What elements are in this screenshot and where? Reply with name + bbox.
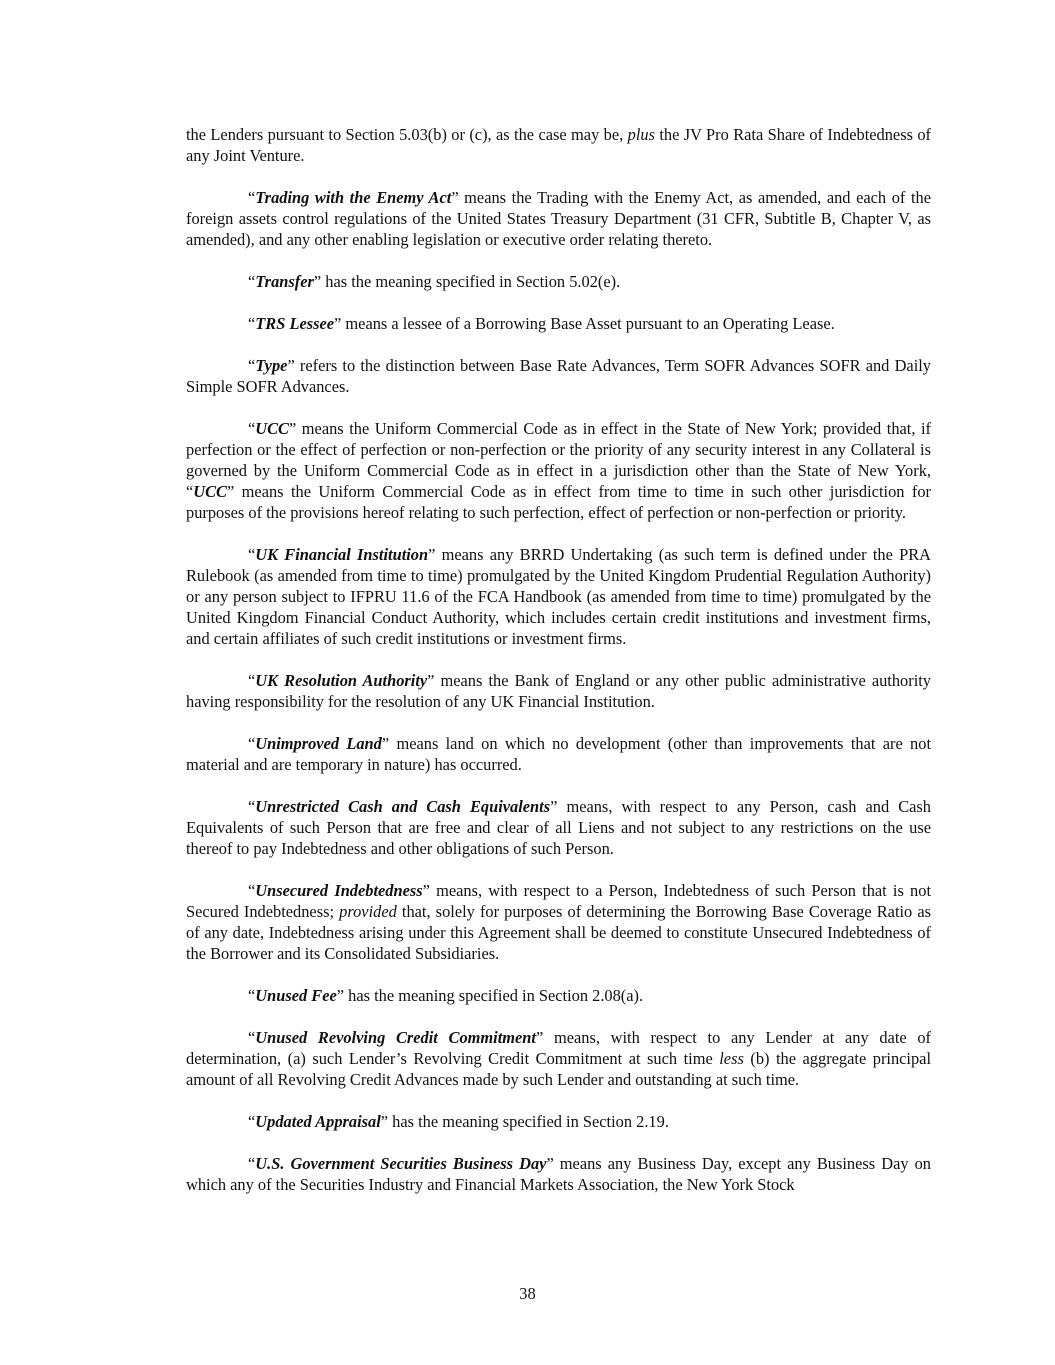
- definition-paragraph: [186, 1153, 931, 1195]
- definition-paragraph: [186, 1027, 931, 1090]
- defined-term: UK Financial Institution: [255, 545, 429, 564]
- definition-paragraph: [186, 124, 931, 166]
- defined-term: Unused Revolving Credit Commitment: [255, 1028, 536, 1047]
- paragraph-text: “: [248, 356, 256, 375]
- defined-term: Transfer: [255, 272, 314, 291]
- defined-term: TRS Lessee: [255, 314, 335, 333]
- paragraph-text: the JV Pro Rata Share of Indebtedness of any Joint Venture.: [186, 125, 931, 165]
- defined-term: UCC: [255, 419, 289, 438]
- document-body: [186, 124, 931, 1216]
- definition-paragraph: [186, 313, 931, 334]
- paragraph-text: ” means the Uniform Commercial Code as in effect from time to time in such other jurisdiction for purposes of the provisions hereof relating to such perfection, effect of perfection or non-perfection or priority.: [186, 482, 931, 522]
- page-number: 38: [519, 1284, 536, 1303]
- defined-term: UCC: [193, 482, 227, 501]
- paragraph-text: ” has the meaning specified in Section 2.19.: [380, 1112, 669, 1131]
- defined-term: Type: [255, 356, 288, 375]
- definition-paragraph: [186, 271, 931, 292]
- definition-paragraph: [186, 670, 931, 712]
- defined-term: Trading with the Enemy Act: [255, 188, 452, 207]
- paragraph-text: ” has the meaning specified in Section 2.08(a).: [336, 986, 644, 1005]
- definition-paragraph: [186, 796, 931, 859]
- definition-paragraph: [186, 187, 931, 250]
- definition-paragraph: [186, 544, 931, 649]
- defined-term: Unsecured Indebtedness: [255, 881, 423, 900]
- paragraph-text: “: [248, 314, 256, 333]
- paragraph-text: that, solely for purposes of determining the Borrowing Base Coverage Ratio as of any date, Indebtedness arising under this Agreement shall be deemed to constitute Unsecured Indebtedness of the Borrower and its Consolidated Subsidiaries.: [186, 902, 932, 963]
- paragraph-text: “: [248, 671, 256, 690]
- paragraph-text: ” means land on which no development (other than improvements that are not material and are temporary in nature) has occurred.: [186, 734, 931, 774]
- paragraph-text: “: [248, 1028, 256, 1047]
- paragraph-text: ” means the Uniform Commercial Code as in effect in the State of New York; provided that, if perfection or the effect of perfection or non-perfection or the priority of any security interest in any Collateral is governed by the Uniform Commercial Code as in effect in a jurisdiction other than the State of New York, “: [186, 419, 931, 501]
- paragraph-text: ” means the Bank of England or any other public administrative authority having responsibility for the resolution of any UK Financial Institution.: [186, 671, 931, 711]
- definition-paragraph: [186, 733, 931, 775]
- paragraph-text: “: [248, 986, 256, 1005]
- paragraph-text: ” has the meaning specified in Section 5.02(e).: [313, 272, 621, 291]
- definition-paragraph: [186, 985, 931, 1006]
- defined-term: Unrestricted Cash and Cash Equivalents: [255, 797, 551, 816]
- paragraph-text: ” means any Business Day, except any Business Day on which any of the Securities Industry and Financial Markets Association, the New York Stock: [186, 1154, 932, 1194]
- paragraph-text: ” means the Trading with the Enemy Act, as amended, and each of the foreign assets control regulations of the United States Treasury Department (31 CFR, Subtitle B, Chapter V, as amended), and any other enabling legislation or executive order relating thereto.: [186, 188, 931, 249]
- paragraph-text: “: [248, 1154, 256, 1173]
- paragraph-text: “: [248, 1112, 256, 1131]
- paragraph-text: “: [248, 734, 256, 753]
- definition-paragraph: [186, 418, 931, 523]
- paragraph-text: “: [248, 272, 256, 291]
- paragraph-text: ” means, with respect to a Person, Indebtedness of such Person that is not Secured Indebtedness;: [186, 881, 931, 921]
- paragraph-text: “: [248, 881, 256, 900]
- paragraph-text: ” means a lessee of a Borrowing Base Asset pursuant to an Operating Lease.: [334, 314, 835, 333]
- paragraph-text: “: [248, 419, 256, 438]
- defined-term: Updated Appraisal: [255, 1112, 381, 1131]
- defined-term: Unused Fee: [255, 986, 337, 1005]
- paragraph-text: the Lenders pursuant to Section 5.03(b) or (c), as the case may be,: [186, 125, 628, 144]
- paragraph-text: “: [248, 545, 256, 564]
- definition-paragraph: [186, 880, 931, 964]
- defined-term: UK Resolution Authority: [255, 671, 428, 690]
- paragraph-text: “: [248, 797, 256, 816]
- paragraph-text: ” means any BRRD Undertaking (as such term is defined under the PRA Rulebook (as amended from time to time) promulgated by the United Kingdom Prudential Regulation Authority) or any person subject to IFPRU 11.6 of the FCA Handbook (as amended from time to time) promulgated by the United Kingdom Financial Conduct Authority, which includes certain credit institutions and investment firms, and certain affiliates of such credit institutions or investment firms.: [186, 545, 931, 648]
- defined-term: Unimproved Land: [255, 734, 382, 753]
- italic-text: plus: [627, 125, 655, 144]
- italic-text: less: [719, 1049, 744, 1068]
- paragraph-text: ” means, with respect to any Person, cash and Cash Equivalents of such Person that are free and clear of all Liens and not subject to any restrictions on the use thereof to pay Indebtedness and other obligations of such Person.: [186, 797, 931, 858]
- definition-paragraph: [186, 355, 931, 397]
- italic-text: provided: [339, 902, 397, 921]
- definition-paragraph: [186, 1111, 931, 1132]
- paragraph-text: “: [248, 188, 256, 207]
- paragraph-text: (b) the aggregate principal amount of all Revolving Credit Advances made by such Lender and outstanding at such time.: [186, 1049, 931, 1089]
- defined-term: U.S. Government Securities Business Day: [255, 1154, 547, 1173]
- paragraph-text: ” means, with respect to any Lender at any date of determination, (a) such Lender’s Revolving Credit Commitment at such time: [186, 1028, 932, 1068]
- paragraph-text: ” refers to the distinction between Base Rate Advances, Term SOFR Advances SOFR and Daily Simple SOFR Advances.: [186, 356, 931, 396]
